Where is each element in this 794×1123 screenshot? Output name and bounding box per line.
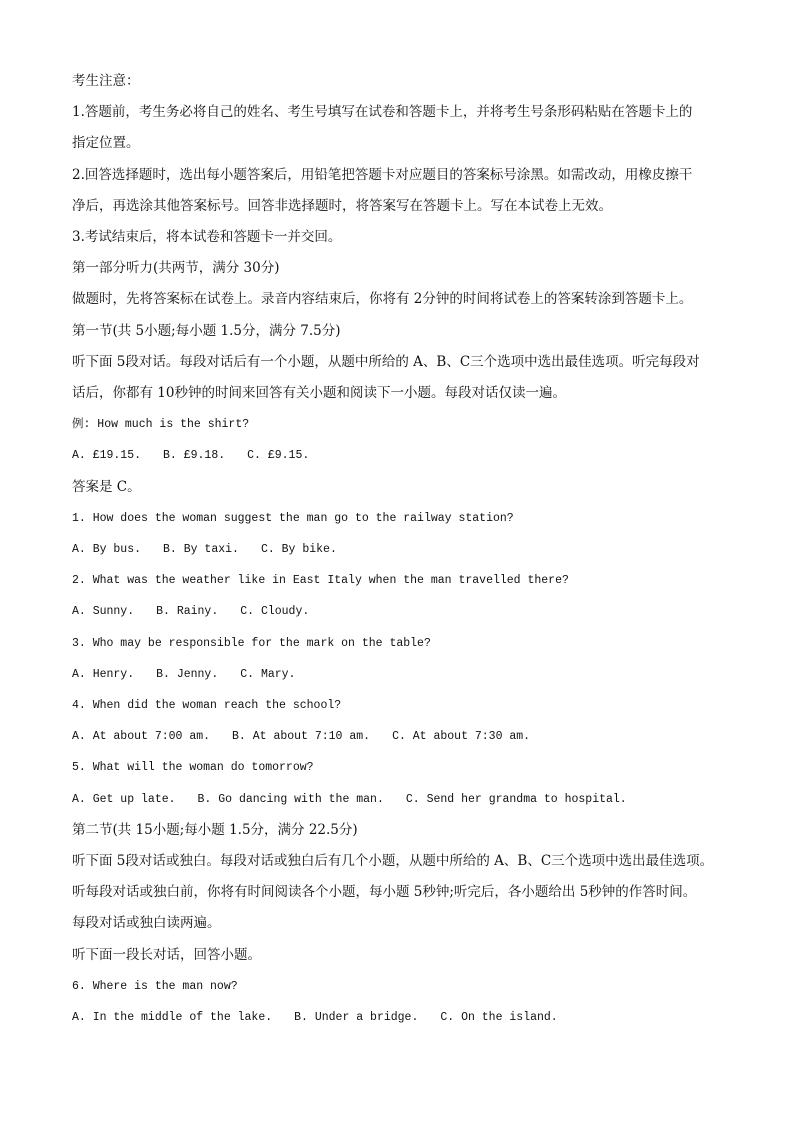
option-b: B. Go dancing with the man. — [197, 792, 384, 806]
question-2-options — [72, 596, 736, 627]
question-5-options — [72, 784, 736, 815]
question-1: 1. How does the woman suggest the man go to the railway station? — [72, 511, 514, 525]
question-3: 3. Who may be responsible for the mark on the table? — [72, 636, 431, 650]
notice-item-2-line-2: 净后，再选涂其他答案标号。回答非选择题时，将答案写在答题卡上。写在本试卷上无效。 — [72, 197, 612, 214]
option-a: A. Henry. — [72, 667, 135, 681]
option-a: A. Get up late. — [72, 792, 176, 806]
notice-title: 考生注意： — [72, 73, 140, 89]
example-option-c: C. £9.15. — [247, 449, 310, 463]
notice-item-1-line-2: 指定位置。 — [72, 135, 140, 152]
part1-heading: 第一部分听力(共两节，满分 30分) — [72, 260, 280, 277]
question-5: 5. What will the woman do tomorrow? — [72, 761, 314, 775]
section1-heading: 第一节(共 5小题;每小题 1.5分，满分 7.5分) — [72, 322, 341, 339]
section2-instruction-line-1: 听下面 5段对话或独白。每段对话或独白后有几个小题，从题中所给的 A、B、C三个选项中选出最佳选项。 — [72, 853, 714, 870]
example-option-b: B. £9.18. — [163, 449, 226, 463]
question-1-options — [72, 534, 736, 565]
section2-heading: 第二节(共 15小题;每小题 1.5分，满分 22.5分) — [72, 821, 358, 838]
option-c: C. Send her grandma to hospital. — [405, 792, 627, 806]
section2-instruction-line-2: 听每段对话或独白前，你将有时间阅读各个小题，每小题 5秒钟;听完后，各小题给出 5秒钟的作答时间。 — [72, 884, 697, 901]
example-option-a: A. £19.15. — [72, 449, 142, 463]
option-b: B. At about 7:10 am. — [232, 730, 371, 744]
notice-item-3: 3.考试结束后，将本试卷和答题卡一并交回。 — [72, 229, 342, 246]
question-3-options — [72, 659, 736, 690]
option-c: C. By bike. — [260, 543, 337, 557]
question-4-options — [72, 721, 736, 752]
option-b: B. Jenny. — [156, 667, 219, 681]
example-answer: 答案是 C。 — [72, 478, 141, 495]
option-a: A. At about 7:00 am. — [72, 730, 211, 744]
question-4: 4. When did the woman reach the school? — [72, 699, 342, 713]
notice-item-2-line-1: 2.回答选择题时，选出每小题答案后，用铅笔把答题卡对应题目的答案标号涂黑。如需改动，用橡皮擦干 — [72, 166, 693, 183]
exam-page — [72, 66, 736, 1033]
option-b: B. Under a bridge. — [294, 1011, 419, 1025]
option-a: A. In the middle of the lake. — [72, 1011, 273, 1025]
option-b: B. Rainy. — [156, 605, 219, 619]
section1-instruction-line-2: 话后，你都有 10秒钟的时间来回答有关小题和阅读下一小题。每段对话仅读一遍。 — [72, 385, 566, 402]
example-options — [72, 440, 736, 471]
section1-instruction-line-1: 听下面 5段对话。每段对话后有一个小题，从题中所给的 A、B、C三个选项中选出最佳选项。听完每段对 — [72, 353, 700, 370]
option-c: C. Cloudy. — [240, 605, 310, 619]
question-6: 6. Where is the man now? — [72, 979, 238, 993]
notice-item-1-line-1: 1.答题前，考生务必将自己的姓名、考生号填写在试卷和答题卡上，并将考生号条形码粘贴在答题卡上的 — [72, 104, 693, 121]
question-6-options — [72, 1002, 736, 1033]
option-c: C. On the island. — [440, 1011, 558, 1025]
section2-instruction-line-3: 每段对话或独白读两遍。 — [72, 915, 221, 932]
option-c: C. At about 7:30 am. — [392, 730, 531, 744]
option-b: B. By taxi. — [163, 543, 239, 557]
question-2: 2. What was the weather like in East Italy when the man travelled there? — [72, 574, 569, 588]
option-c: C. Mary. — [240, 667, 296, 681]
section2-sub-instruction: 听下面一段长对话，回答小题。 — [72, 946, 261, 963]
option-a: A. By bus. — [72, 543, 142, 557]
part1-instruction: 做题时，先将答案标在试卷上。录音内容结束后，你将有 2分钟的时间将试卷上的答案转涂到答题卡上。 — [72, 291, 693, 308]
option-a: A. Sunny. — [72, 605, 135, 619]
example-question: 例: How much is the shirt? — [72, 418, 250, 432]
